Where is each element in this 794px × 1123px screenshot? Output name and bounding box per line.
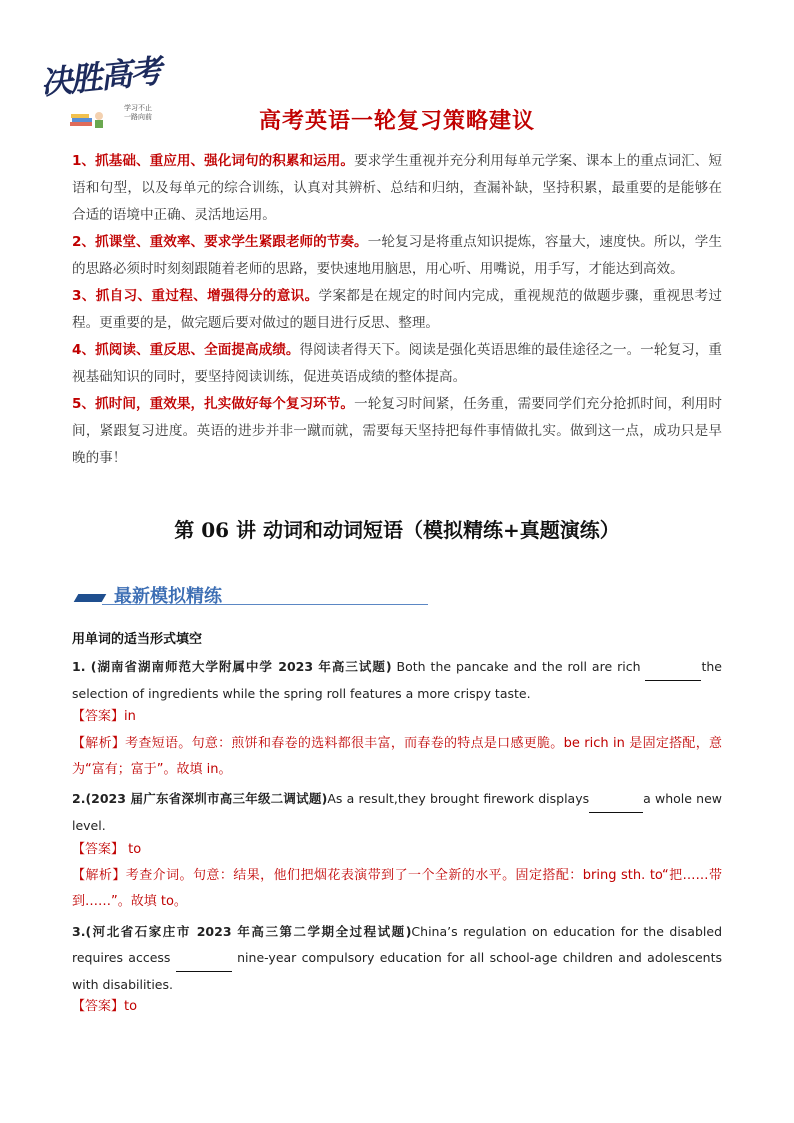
tip-item — [72, 229, 722, 283]
tip-highlight: 2、抓课堂、重效率、要求学生紧跟老师的节奏。 — [72, 234, 368, 250]
question-text-after: the selection of ingredients while the spring roll features a more crispy taste. — [72, 659, 722, 701]
tip-item — [72, 283, 722, 337]
question-2 — [72, 786, 722, 839]
tip-highlight: 5、抓时间，重效果，扎实做好每个复习环节。 — [72, 396, 355, 412]
exercise-instruction: 用单词的适当形式填空 — [72, 632, 203, 647]
tip-text: 一轮复习是将重点知识提炼，容量大，速度快。所以，学生的思路必须时时刻刻跟随着老师的思路，要快速地用脑思，用心听、用嘴说，用手写，才能达到高效。 — [72, 234, 722, 277]
question-text: China’s regulation on education for the disabled requires access — [72, 924, 722, 965]
tip-text: 学案都是在规定的时间内完成，重视规范的做题步骤，重视思考过程。更重要的是，做完题后要对做过的题目进行反思、整理。 — [72, 288, 722, 331]
tip-highlight: 4、抓阅读、重反思、全面提高成绩。 — [72, 342, 300, 358]
tip-highlight: 1、抓基础、重应用、强化词句的积累和运用。 — [72, 153, 355, 169]
question-3 — [72, 919, 722, 998]
answer-1: 【答案】in — [72, 709, 136, 724]
question-text-after: nine-year compulsory education for all school-age children and adolescents with disabilities. — [72, 950, 722, 992]
logo-sub-line-1: 学习不止 — [124, 104, 152, 112]
tip-text: 一轮复习时间紧，任务重，需要同学们充分抢抓时间，利用时间，紧跟复习进度。英语的进步并非一蹴而就，需要每天坚持把每件事情做扎实。做到这一点，成功只是早晚的事！ — [72, 396, 722, 466]
question-source: 3.(河北省石家庄市 2023 年高三第二学期全过程试题) — [72, 924, 412, 939]
strategy-tips — [72, 148, 722, 472]
tip-text: 要求学生重视并充分利用每单元学案、课本上的重点词汇、短语和句型，以及每单元的综合训练，认真对其辨析、总结和归纳，查漏补缺，坚持积累，最重要的是能够在合适的语境中正确、灵活地运用。 — [72, 153, 722, 223]
tip-item — [72, 337, 722, 391]
tip-item — [72, 391, 722, 472]
question-text: Both the pancake and the roll are rich — [391, 659, 646, 674]
answer-blank — [589, 786, 643, 813]
section-banner — [72, 580, 428, 608]
logo-text: 决胜高考 — [38, 51, 162, 103]
logo-sub-line-2: 一路向前 — [124, 113, 152, 121]
question-source: 1. (湖南省湖南师范大学附属中学 2023 年高三试题) — [72, 659, 392, 674]
banner-title: 最新模拟精练 — [114, 586, 222, 607]
lecture-title: 第 06 讲 动词和动词短语（模拟精练+真题演练） — [174, 518, 620, 542]
banner-accent — [74, 594, 107, 602]
tip-text: 得阅读者得天下。阅读是强化英语思维的最佳途径之一。一轮复习，重视基础知识的同时，要坚持阅读训练，促进英语成绩的整体提高。 — [72, 342, 722, 385]
explanation-1: 【解析】考查短语。句意：煎饼和春卷的选料都很丰富，而春卷的特点是口感更脆。be rich in 是固定搭配，意为“富有；富于”。故填 in。 — [72, 736, 722, 777]
question-source: 2.(2023 届广东省深圳市高三年级二调试题) — [72, 791, 328, 806]
tip-item — [72, 148, 722, 229]
question-text-after: a whole new level. — [72, 791, 723, 833]
explanation-2: 【解析】考查介词。句意：结果，他们把烟花表演带到了一个全新的水平。固定搭配：bring sth. to“把……带到……”。故填 to。 — [72, 868, 722, 909]
answer-blank — [645, 654, 701, 681]
question-text: As a result,they brought firework displays — [327, 791, 590, 806]
tip-highlight: 3、抓自习、重过程、增强得分的意识。 — [72, 288, 319, 304]
answer-3: 【答案】to — [72, 999, 138, 1014]
answer-2: 【答案】 to — [72, 842, 142, 857]
answer-blank — [176, 945, 232, 972]
page-title: 高考英语一轮复习策略建议 — [258, 109, 535, 134]
question-1 — [72, 654, 722, 707]
